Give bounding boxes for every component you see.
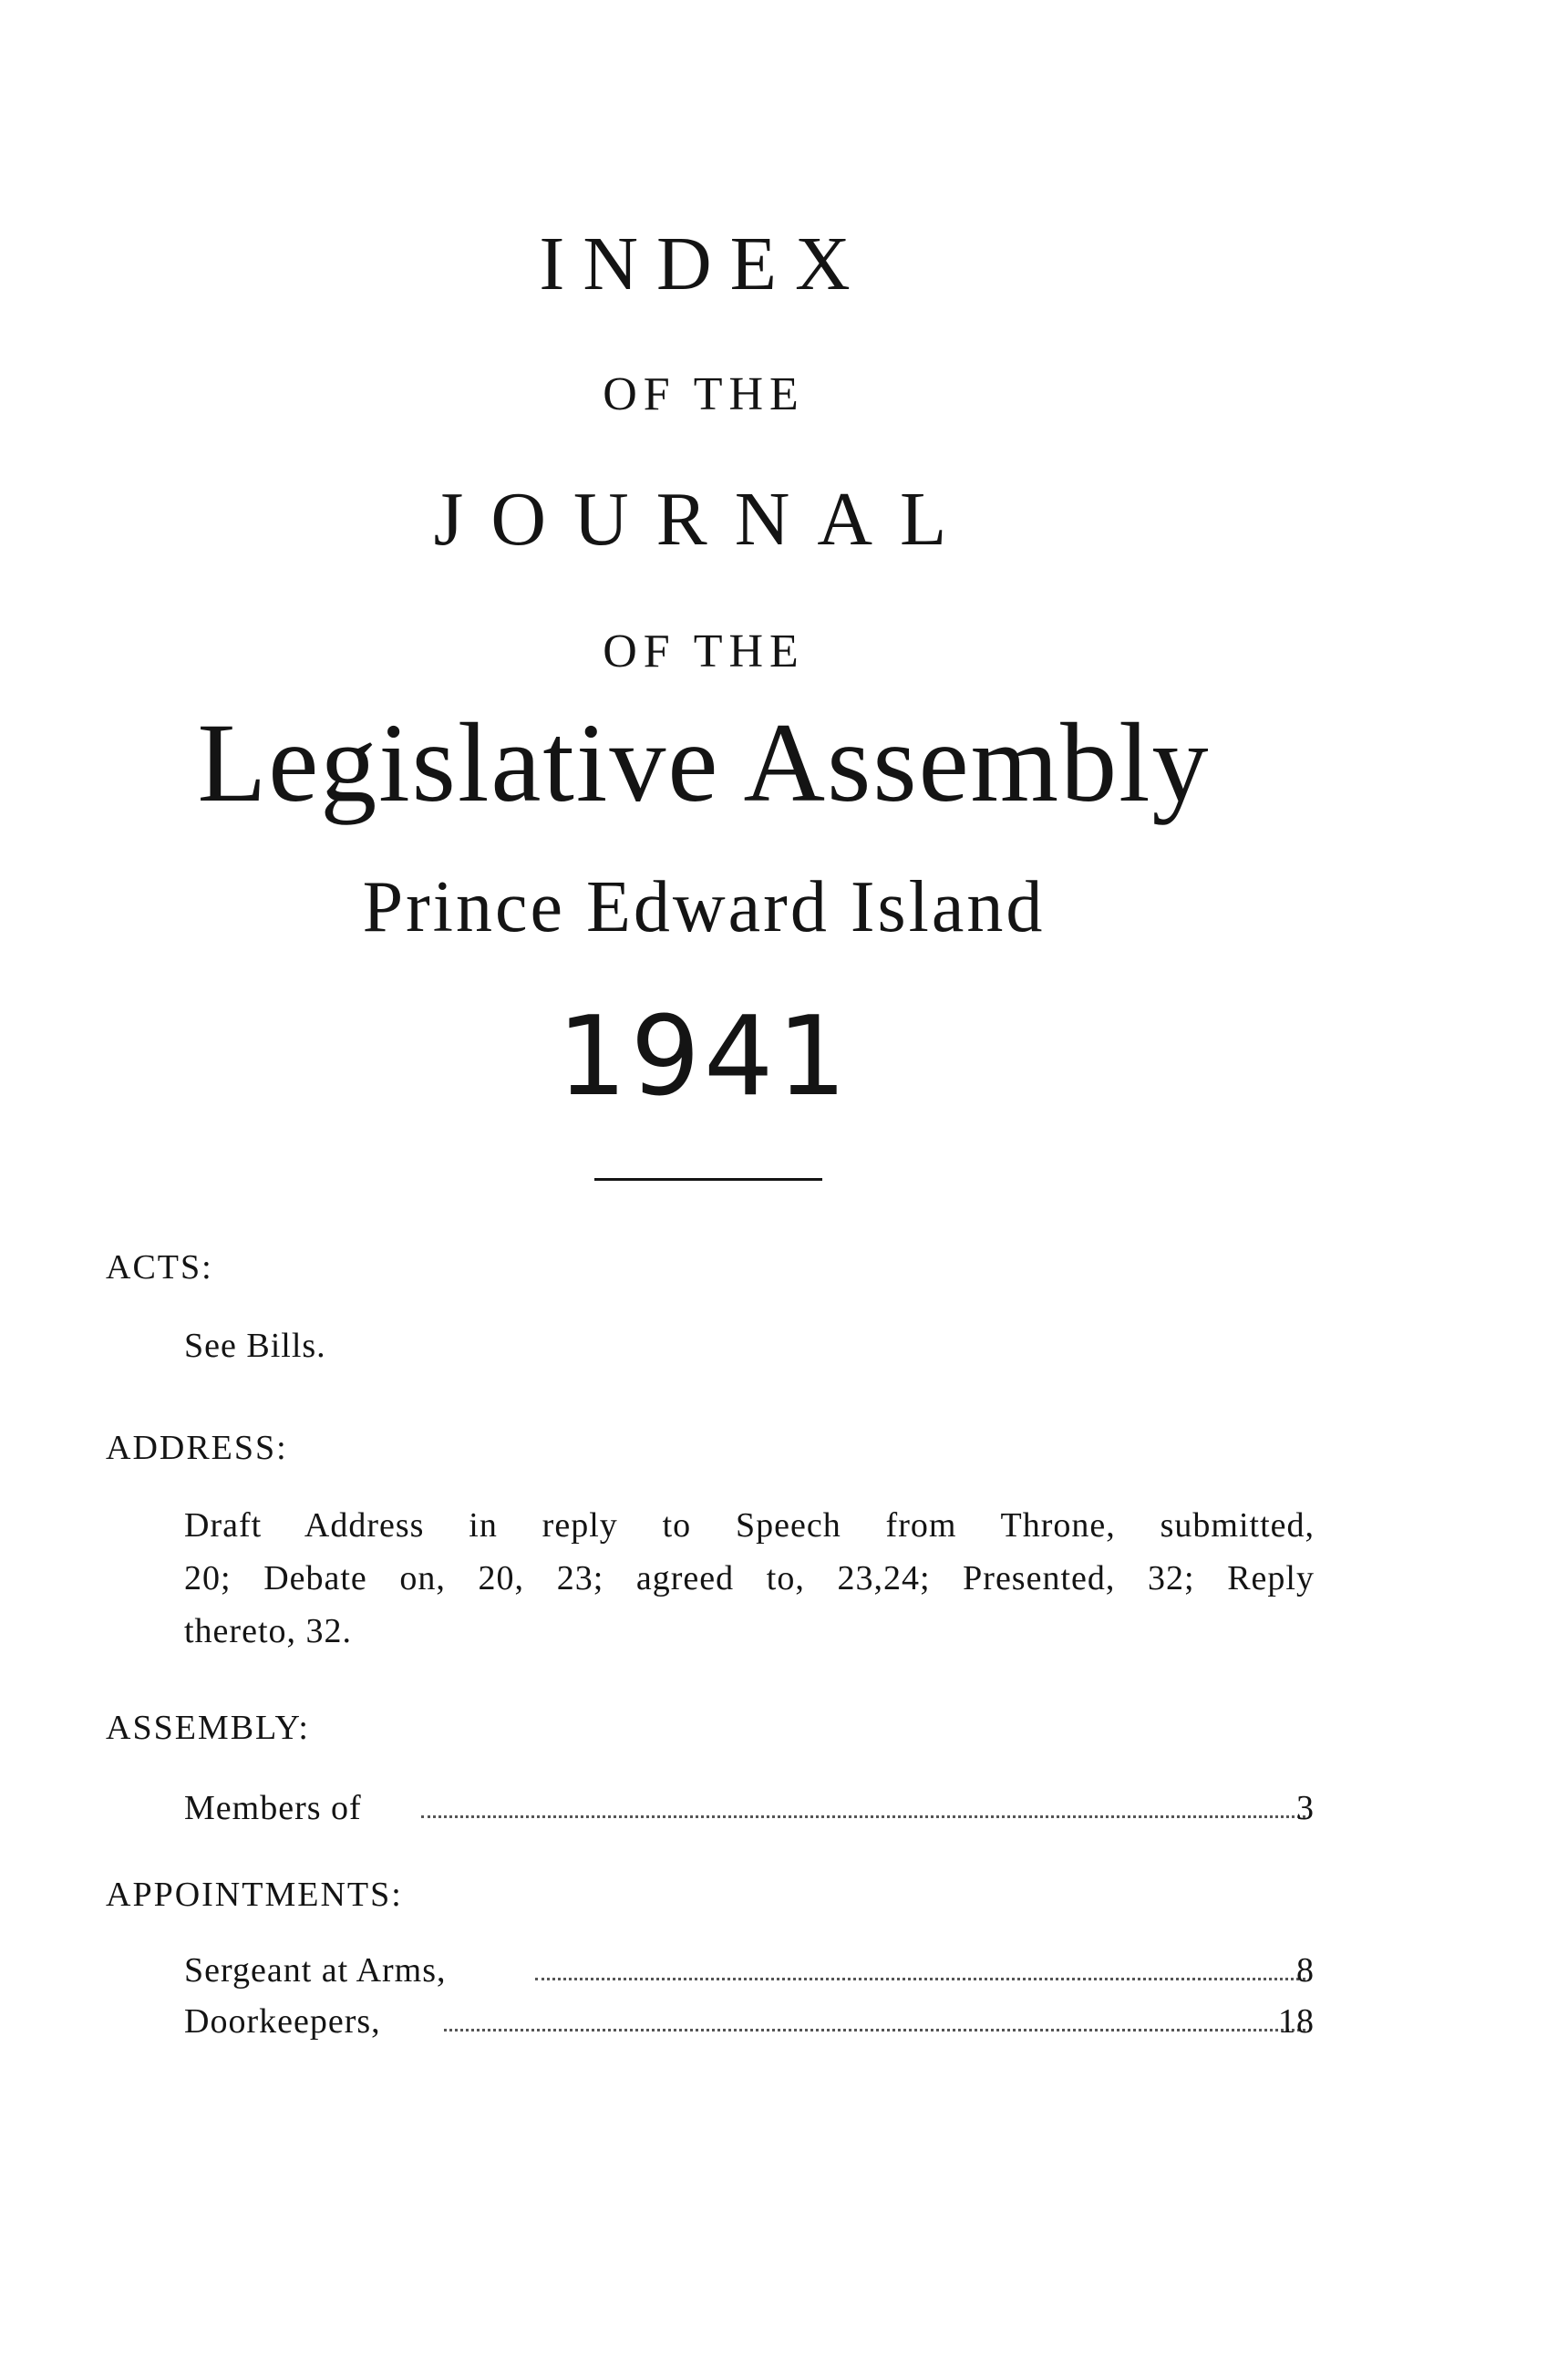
assembly-section-heading: ASSEMBLY: [106, 1709, 310, 1747]
index-entry-sergeant-at-arms [184, 1948, 1315, 1993]
entry-page-number: 18 [1278, 2002, 1315, 2041]
index-entry-members-of [184, 1785, 1315, 1831]
title-divider [594, 1178, 822, 1181]
address-text-line-2: 20; Debate on, 20, 23; agreed to, 23,24; Presented, 32; Reply [184, 1559, 1315, 1597]
entry-page-number: 8 [1296, 1951, 1315, 1990]
index-heading: INDEX [539, 222, 869, 306]
of-the-line-2: OF THE [603, 625, 805, 677]
appointments-heading: APPOINTMENTS: [106, 1876, 403, 1914]
entry-label: Doorkeepers, [184, 2002, 381, 2041]
acts-heading: ACTS: [106, 1248, 213, 1287]
dot-leader [421, 1815, 1305, 1818]
assembly-heading: Legislative Assembly [197, 700, 1211, 825]
index-entry-doorkeepers [184, 1999, 1315, 2044]
address-heading: ADDRESS: [106, 1429, 288, 1467]
entry-page-number: 3 [1296, 1789, 1315, 1827]
dot-leader [535, 1978, 1305, 1980]
address-text-line-3: thereto, 32. [184, 1612, 353, 1650]
year-heading: 1941 [557, 994, 851, 1121]
province-heading: Prince Edward Island [362, 867, 1046, 947]
address-text-line-1: Draft Address in reply to Speech from Throne, submitted, [184, 1506, 1315, 1545]
entry-label: Members of [184, 1789, 362, 1827]
dot-leader [444, 2029, 1305, 2031]
entry-label: Sergeant at Arms, [184, 1951, 447, 1990]
of-the-line-1: OF THE [603, 368, 805, 420]
acts-text: See Bills. [184, 1327, 326, 1365]
journal-heading: JOURNAL [433, 477, 975, 562]
